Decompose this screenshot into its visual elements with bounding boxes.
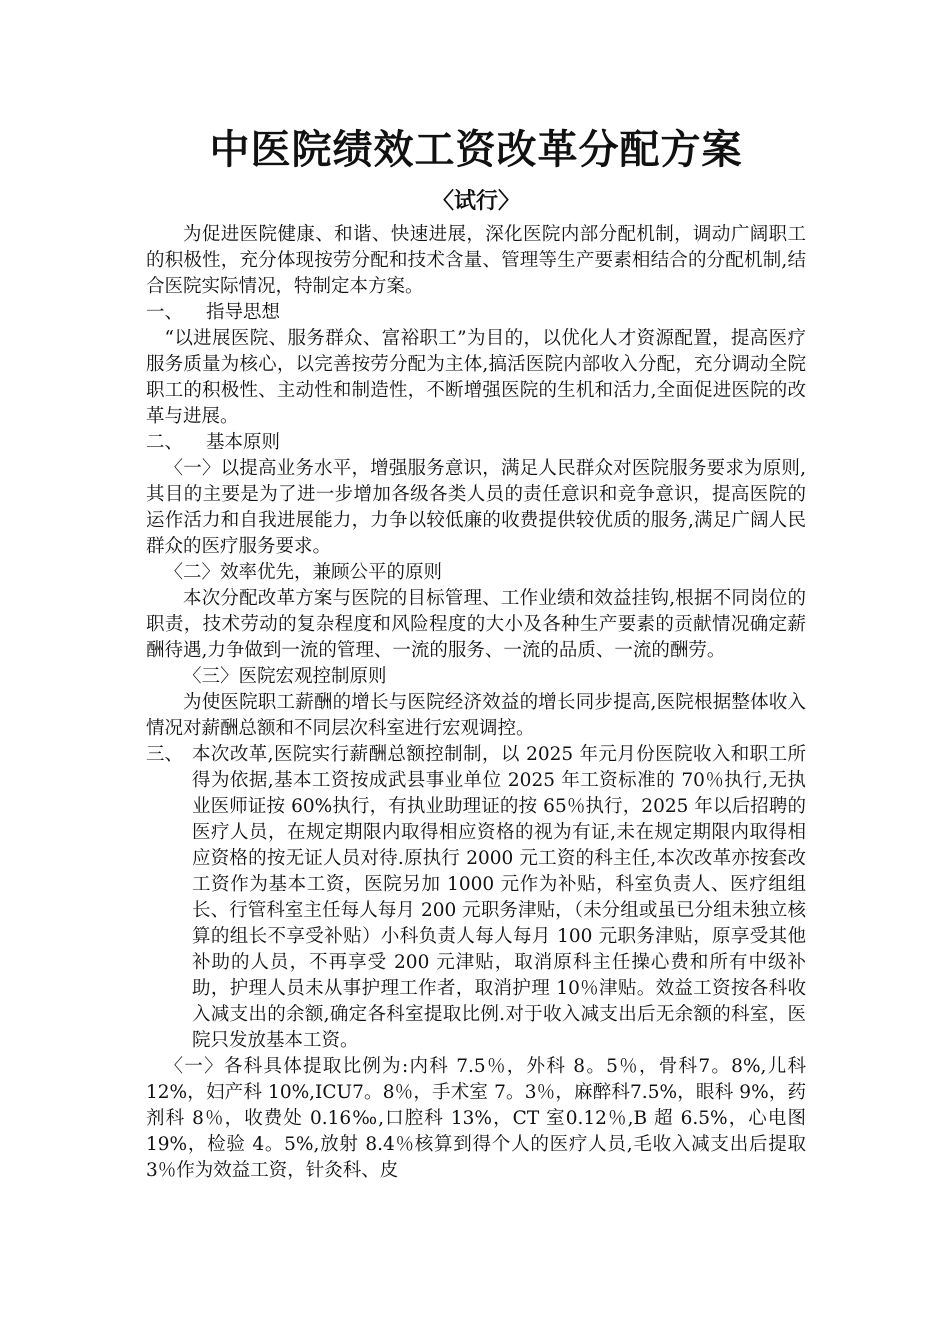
- section-1-heading: [146, 300, 806, 326]
- document-title: 中医院绩效工资改革分配方案: [209, 126, 743, 173]
- section-2-paragraph-2: 本次分配改革方案与医院的目标管理、工作业绩和效益挂钩,根据不同岗位的职责，技术劳动的复杂程度和风险程度的大小及各种生产要素的贡献情况确定薪酬待遇,力争做到一流的管理、一流的服务、一流的品质、一流的酬劳。: [146, 588, 806, 661]
- section-2-title: 基本原则: [206, 432, 281, 453]
- section-3-number: 三、: [146, 744, 184, 765]
- section-1-title: 指导思想: [206, 302, 281, 323]
- section-3-paragraph-1: 〈一〉各科具体提取比例为:内科 7.5％，外科 8。5％，骨科7。8%,儿科 12%，妇产科 10%,ICU7。8％，手术室 7。3％，麻醉科7.5%，眼科 9%，药剂科 8％，收费处 0.16‰,口腔科 13%，CT 室0.12％,B 超 6.5%，心电图 19%，检验 4。5%,放射 8.4％核算到得个人的医疗人员,毛收入减支出后提取 3％作为效益工资，针灸科、皮: [146, 1056, 806, 1181]
- section-2-subheading-2: 〈二〉效率优先，兼顾公平的原则: [164, 562, 443, 583]
- section-1-body: “以进展医院、服务群众、富裕职工”为目的，以优化人才资源配置，提高医疗服务质量为核心，以完善按劳分配为主体,搞活医院内部收入分配，充分调动全院职工的积极性、主动性和制造性，不断增强医院的生机和活力,全面促进医院的改革与进展。: [146, 328, 806, 427]
- section-2-paragraph-1: 〈一〉以提高业务水平，增强服务意识，满足人民群众对医院服务要求为原则,其目的主要是为了进一步增加各级各类人员的责任意识和竞争意识，提高医院的运作活力和自我进展能力，力争以较低廉的收费提供较优质的服务,满足广阔人民群众的医疗服务要求。: [146, 458, 806, 557]
- intro-paragraph: 为促进医院健康、和谐、快速进展，深化医院内部分配机制，调动广阔职工的积极性，充分体现按劳分配和技术含量、管理等生产要素相结合的分配机制,结合医院实际情况，特制定本方案。: [146, 224, 806, 297]
- section-1-number: 一、: [146, 302, 184, 323]
- section-2-number: 二、: [146, 432, 184, 453]
- section-3-body: 本次改革,医院实行薪酬总额控制制，以 2025 年元月份医院收入和职工所得为依据,基本工资按成武县事业单位 2025 年工资标准的 70％执行,无执业医师证按 60%执行，有执业助理证的按 65％执行，2025 年以后招聘的医疗人员，在规定期限内取得相应资格的视为有证,未在规定期限内取得相应资格的按无证人员对待.原执行 2000 元工资的科主任,本次改革亦按套改工资作为基本工资，医院另加 1000 元作为补贴，科室负责人、医疗组组长、行管科室主任每人每月 200 元职务津贴，（未分组或虽已分组未独立核算的组长不享受补贴）小科负责人每人每月 100 元职务津贴，原享受其他补助的人员，不再享受 200 元津贴，取消原科主任操心费和所有中级补助，护理人员未从事护理工作者，取消护理 10％津贴。效益工资按各科收入减支出的余额,确定各科室提取比例.对于收入减支出后无余额的科室，医院只发放基本工资。: [192, 744, 806, 1051]
- section-3: [146, 742, 806, 1054]
- section-2-subheading-3: 〈三〉医院宏观控制原则: [183, 666, 387, 687]
- document-page: [146, 120, 806, 1184]
- section-2-heading: [146, 430, 806, 456]
- section-2-paragraph-3: 为使医院职工薪酬的增长与医院经济效益的增长同步提高,医院根据整体收入情况对薪酬总额和不同层次科室进行宏观调控。: [146, 692, 806, 739]
- document-subtitle: 〈试行〉: [431, 188, 520, 214]
